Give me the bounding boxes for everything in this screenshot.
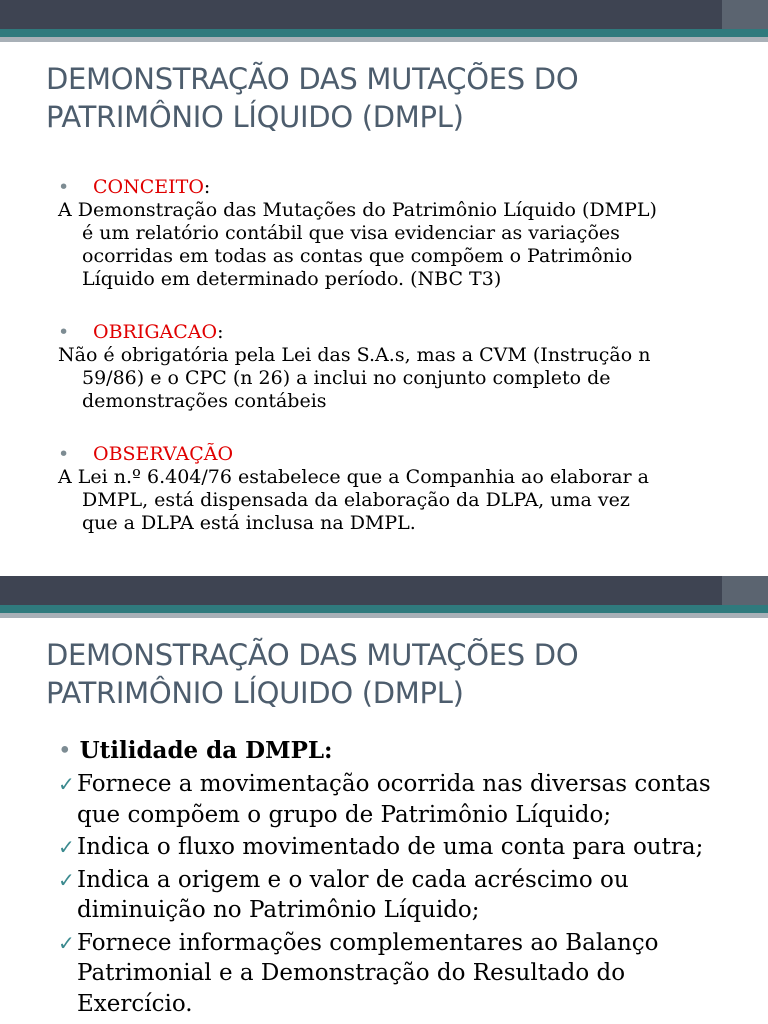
utilidade-heading — [58, 736, 738, 766]
header-bar-teal — [0, 605, 768, 613]
body-line: A Lei n.º 6.404/76 estabelece que a Companhia ao elaborar a — [58, 466, 649, 488]
heading-label: OBRIGACAO — [93, 321, 218, 343]
title-line-2: PATRIMÔNIO LÍQUIDO (DMPL) — [46, 676, 464, 710]
item-line: Exercício. — [77, 990, 193, 1017]
bullet-icon: • — [58, 738, 72, 764]
body-line: A Demonstração das Mutações do Patrimônio Líquido (DMPL) — [58, 199, 657, 221]
header-bar-dark — [0, 576, 768, 605]
checkmark-icon: ✓ — [58, 867, 75, 892]
heading-suffix: : — [217, 321, 224, 343]
body-line: que a DLPA está inclusa na DMPL. — [82, 512, 416, 534]
item-line: que compõem o grupo de Patrimônio Líquido; — [77, 801, 612, 828]
section-body — [58, 344, 728, 413]
body-line: Líquido em determinado período. (NBC T3) — [82, 268, 502, 290]
body-line: 59/86) e o CPC (n 26) a inclui no conjunto completo de — [82, 367, 611, 389]
header-bar-dark — [0, 0, 768, 29]
title-line-1: DEMONSTRAÇÃO DAS MUTAÇÕES DO — [46, 638, 579, 672]
slide-utilidade — [0, 576, 768, 1024]
section-body — [58, 199, 728, 291]
title-line-1: DEMONSTRAÇÃO DAS MUTAÇÕES DO — [46, 62, 579, 96]
section-conceito — [58, 175, 728, 291]
section-obrigacao — [58, 320, 728, 413]
item-line: Indica o fluxo movimentado de uma conta para outra; — [77, 834, 704, 860]
item-line: Fornece a movimentação ocorrida nas diversas contas — [77, 771, 711, 797]
slide-title — [46, 636, 726, 712]
slide-title — [46, 60, 726, 136]
body-line: Não é obrigatória pela Lei das S.A.s, mas a CVM (Instrução n — [58, 344, 651, 366]
bullet-icon: • — [58, 443, 70, 465]
header-bar-gray — [0, 613, 768, 618]
section-heading — [58, 320, 728, 344]
utilidade-list — [58, 769, 738, 1021]
bullet-icon: • — [58, 321, 70, 343]
header-bar-accent — [722, 0, 768, 29]
checkmark-icon: ✓ — [58, 835, 75, 859]
bullet-icon: • — [58, 176, 70, 198]
section-heading — [58, 442, 728, 466]
slide-header-bar — [0, 576, 768, 620]
item-line: Patrimonial e a Demonstração do Resultado do — [77, 960, 626, 986]
checkmark-icon: ✓ — [58, 772, 75, 796]
item-line: Fornece informações complementares ao Balanço — [77, 929, 659, 956]
item-line: Indica a origem e o valor de cada acréscimo ou — [77, 866, 629, 893]
list-item — [58, 865, 738, 926]
section-body — [58, 466, 728, 535]
title-line-2: PATRIMÔNIO LÍQUIDO (DMPL) — [46, 100, 464, 134]
list-item — [58, 832, 738, 863]
checkmark-icon: ✓ — [58, 930, 75, 955]
section-observacao — [58, 442, 728, 535]
item-line: diminuição no Patrimônio Líquido; — [77, 897, 480, 923]
utilidade-heading-label: Utilidade da DMPL: — [79, 737, 333, 764]
list-item — [58, 928, 738, 1020]
list-item — [58, 769, 738, 830]
header-bar-accent — [722, 576, 768, 605]
body-line: é um relatório contábil que visa evidenciar as variações — [82, 222, 620, 244]
section-heading — [58, 175, 728, 199]
slide-header-bar — [0, 0, 768, 44]
heading-suffix: : — [203, 176, 211, 198]
header-bar-teal — [0, 29, 768, 37]
body-line: ocorridas em todas as contas que compõem o Patrimônio — [82, 245, 633, 267]
heading-label: CONCEITO — [93, 176, 204, 198]
heading-label: OBSERVAÇÃO — [93, 443, 234, 465]
body-line: DMPL, está dispensada da elaboração da DLPA, uma vez — [82, 489, 630, 511]
body-line: demonstrações contábeis — [82, 390, 327, 412]
header-bar-gray — [0, 37, 768, 42]
